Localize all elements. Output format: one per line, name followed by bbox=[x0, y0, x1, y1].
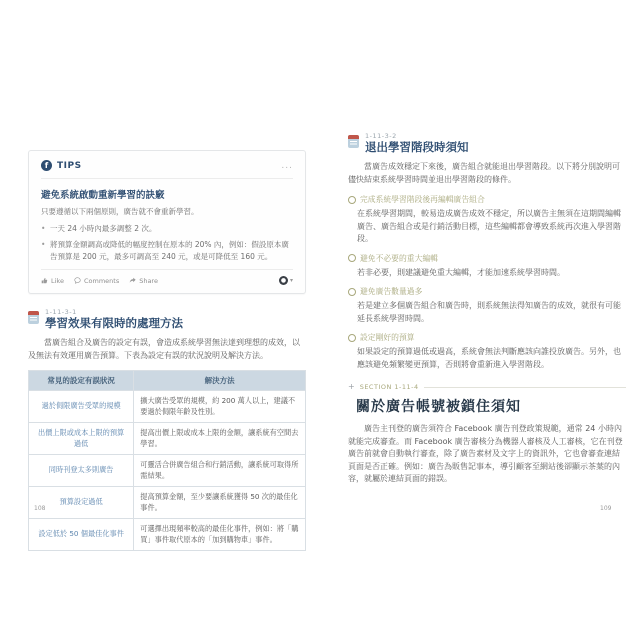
cause-cell: 同時刊登太多則廣告 bbox=[29, 455, 134, 487]
table-row bbox=[29, 455, 306, 487]
tips-intro: 只要遵循以下兩個原則，廣告就不會重新學習。 bbox=[41, 207, 199, 216]
condition-heading-text: 避免不必要的重大編輯 bbox=[360, 253, 438, 263]
tips-label: TIPS bbox=[57, 160, 82, 171]
condition-heading bbox=[348, 286, 626, 297]
ellipsis-menu-icon[interactable]: ... bbox=[281, 160, 293, 171]
section-heading-1-11-3-2 bbox=[348, 132, 626, 154]
tips-title: 避免系統啟動重新學習的訣竅 bbox=[41, 190, 165, 201]
tips-bullet: • 一天 24 小時內最多調整 2 次。 bbox=[41, 223, 293, 235]
fix-cell: 擴大廣告受眾的規模，約 200 萬人以上，建議不要過於侷限年齡及性別。 bbox=[134, 391, 306, 423]
cause-cell: 過於侷限廣告受眾的規模 bbox=[29, 391, 134, 423]
error-solutions-table bbox=[28, 370, 306, 551]
fix-cell: 提高出價上限或成本上限的金額，讓系統有空間去學習。 bbox=[134, 423, 306, 455]
like-label: Like bbox=[51, 276, 64, 285]
condition-heading bbox=[348, 194, 626, 205]
section-heading-1-11-3-1 bbox=[28, 308, 306, 330]
bullet-circle-icon bbox=[348, 254, 356, 262]
condition-item bbox=[348, 253, 626, 280]
condition-heading bbox=[348, 253, 626, 264]
condition-body: 在系統學習期間，較易造成廣告成效不穩定，所以廣告主無須在這期間編輯廣告、廣告組合或是行銷活動目標，這些編輯都會導致系統再次進入學習階段。 bbox=[357, 209, 621, 243]
comment-icon bbox=[74, 277, 81, 284]
section-bookmark-icon bbox=[348, 135, 359, 148]
page-number-right: 109 bbox=[600, 505, 612, 512]
share-button[interactable] bbox=[129, 277, 158, 285]
section-kicker-row bbox=[348, 383, 626, 391]
section-title: 退出學習階段時須知 bbox=[365, 140, 469, 154]
condition-body: 若非必要，則建議避免重大編輯，才能加速系統學習時間。 bbox=[357, 267, 565, 277]
condition-body: 如果設定的預算過低或過高，系統會無法判斷應該向誰投放廣告。另外，也應該避免頻繁變更預算，否則將會重新進入學習階段。 bbox=[357, 347, 621, 369]
condition-item bbox=[348, 332, 626, 371]
comment-label: Comments bbox=[83, 276, 120, 285]
tips-bullet: • 將預算金額調高或降低的幅度控制在原本的 20% 內，例如：假設原本廣告預算是 200 元，最多可調高至 240 元，或是可降低至 160 元。 bbox=[41, 239, 293, 263]
fix-cell: 提高預算金額，至少要讓系統獲得 50 次的最佳化事件。 bbox=[134, 487, 306, 519]
share-icon bbox=[129, 277, 136, 284]
section-title: 學習效果有限時的處理方法 bbox=[45, 316, 183, 330]
condition-item bbox=[348, 194, 626, 246]
like-button[interactable] bbox=[41, 277, 64, 285]
section-number: 1-11-3-1 bbox=[45, 308, 77, 316]
big-section-title: 關於廣告帳號被鎖住須知 bbox=[356, 399, 521, 415]
section-1-11-4 bbox=[348, 383, 626, 486]
tips-bullet-list bbox=[41, 223, 293, 263]
kicker-rule bbox=[424, 387, 626, 388]
condition-body: 若是建立多個廣告組合和廣告時，則系統無法得知廣告的成效，就很有可能延長系統學習時間。 bbox=[357, 301, 621, 323]
page-number-left: 108 bbox=[34, 505, 46, 512]
condition-item bbox=[348, 286, 626, 325]
condition-heading bbox=[348, 332, 626, 343]
bullet-circle-icon bbox=[348, 196, 356, 204]
reaction-icon: ● bbox=[280, 277, 287, 284]
table-header-row bbox=[29, 371, 306, 391]
facebook-icon: f bbox=[41, 160, 52, 171]
left-page bbox=[28, 150, 306, 551]
fix-cell: 可靈活合併廣告組合和行銷活動，讓系統可取得所需結果。 bbox=[134, 455, 306, 487]
tips-card bbox=[28, 150, 306, 294]
comment-button[interactable] bbox=[74, 277, 119, 285]
tips-card-header bbox=[41, 160, 293, 179]
table-row bbox=[29, 519, 306, 551]
reaction-chip[interactable] bbox=[279, 276, 293, 285]
cause-cell: 出價上限或成本上限的預算過低 bbox=[29, 423, 134, 455]
table-row bbox=[29, 391, 306, 423]
section-intro-paragraph: 當廣告組合及廣告的設定有誤，會造成系統學習無法達到理想的成效，以及無法有效運用廣告預算。下表為設定有誤的狀況說明及解決方法。 bbox=[28, 338, 300, 360]
share-label: Share bbox=[139, 276, 158, 285]
bullet-circle-icon bbox=[348, 288, 356, 296]
section-number: 1-11-3-2 bbox=[365, 132, 397, 140]
section-intro-paragraph: 當廣告成效穩定下來後，廣告組合就能退出學習階段。以下將分別說明可儘快結束系統學習時間並退出學習階段的條件。 bbox=[348, 162, 620, 184]
column-header-fix: 解決方法 bbox=[134, 371, 306, 391]
like-icon bbox=[41, 277, 48, 284]
caret-down-icon: ▾ bbox=[289, 277, 293, 284]
big-section-paragraph: 廣告主刊登的廣告須符合 Facebook 廣告刊登政策規範，通常 24 小時內就能完成審查。而 Facebook 廣告審核分為機器人審核及人工審核，它在刊登廣告前就會自動執行審查，除了廣告素材及文字上的資訊外，它也會審查連結頁面是否正確。例如：廣告為販售記事本，導引顧客至網站後卻顯示茶葉的內容，就屬於連結頁面的錯誤。 bbox=[348, 424, 623, 483]
cause-cell: 設定低於 50 個最佳化事件 bbox=[29, 519, 134, 551]
tips-card-footer bbox=[41, 269, 293, 285]
column-header-cause: 常見的設定有誤狀況 bbox=[29, 371, 134, 391]
table-row bbox=[29, 423, 306, 455]
bullet-circle-icon bbox=[348, 334, 356, 342]
right-page bbox=[348, 132, 626, 494]
condition-heading-text: 設定剛好的預算 bbox=[360, 333, 415, 342]
tips-brand bbox=[41, 160, 82, 171]
section-bookmark-icon bbox=[28, 311, 39, 324]
cause-cell: 預算設定過低 bbox=[29, 487, 134, 519]
fix-cell: 可選擇出現頻率較高的最佳化事件，例如：將「購買」事件取代原本的「加到購物車」事件。 bbox=[134, 519, 306, 551]
condition-heading-text: 完成系統學習階段後再編輯廣告組合 bbox=[360, 195, 485, 204]
plus-icon: + bbox=[348, 382, 355, 391]
condition-heading-text: 避免廣告數量過多 bbox=[360, 287, 423, 296]
table-row bbox=[29, 487, 306, 519]
section-kicker: SECTION 1-11-4 bbox=[359, 383, 419, 391]
post-actions bbox=[41, 277, 158, 285]
